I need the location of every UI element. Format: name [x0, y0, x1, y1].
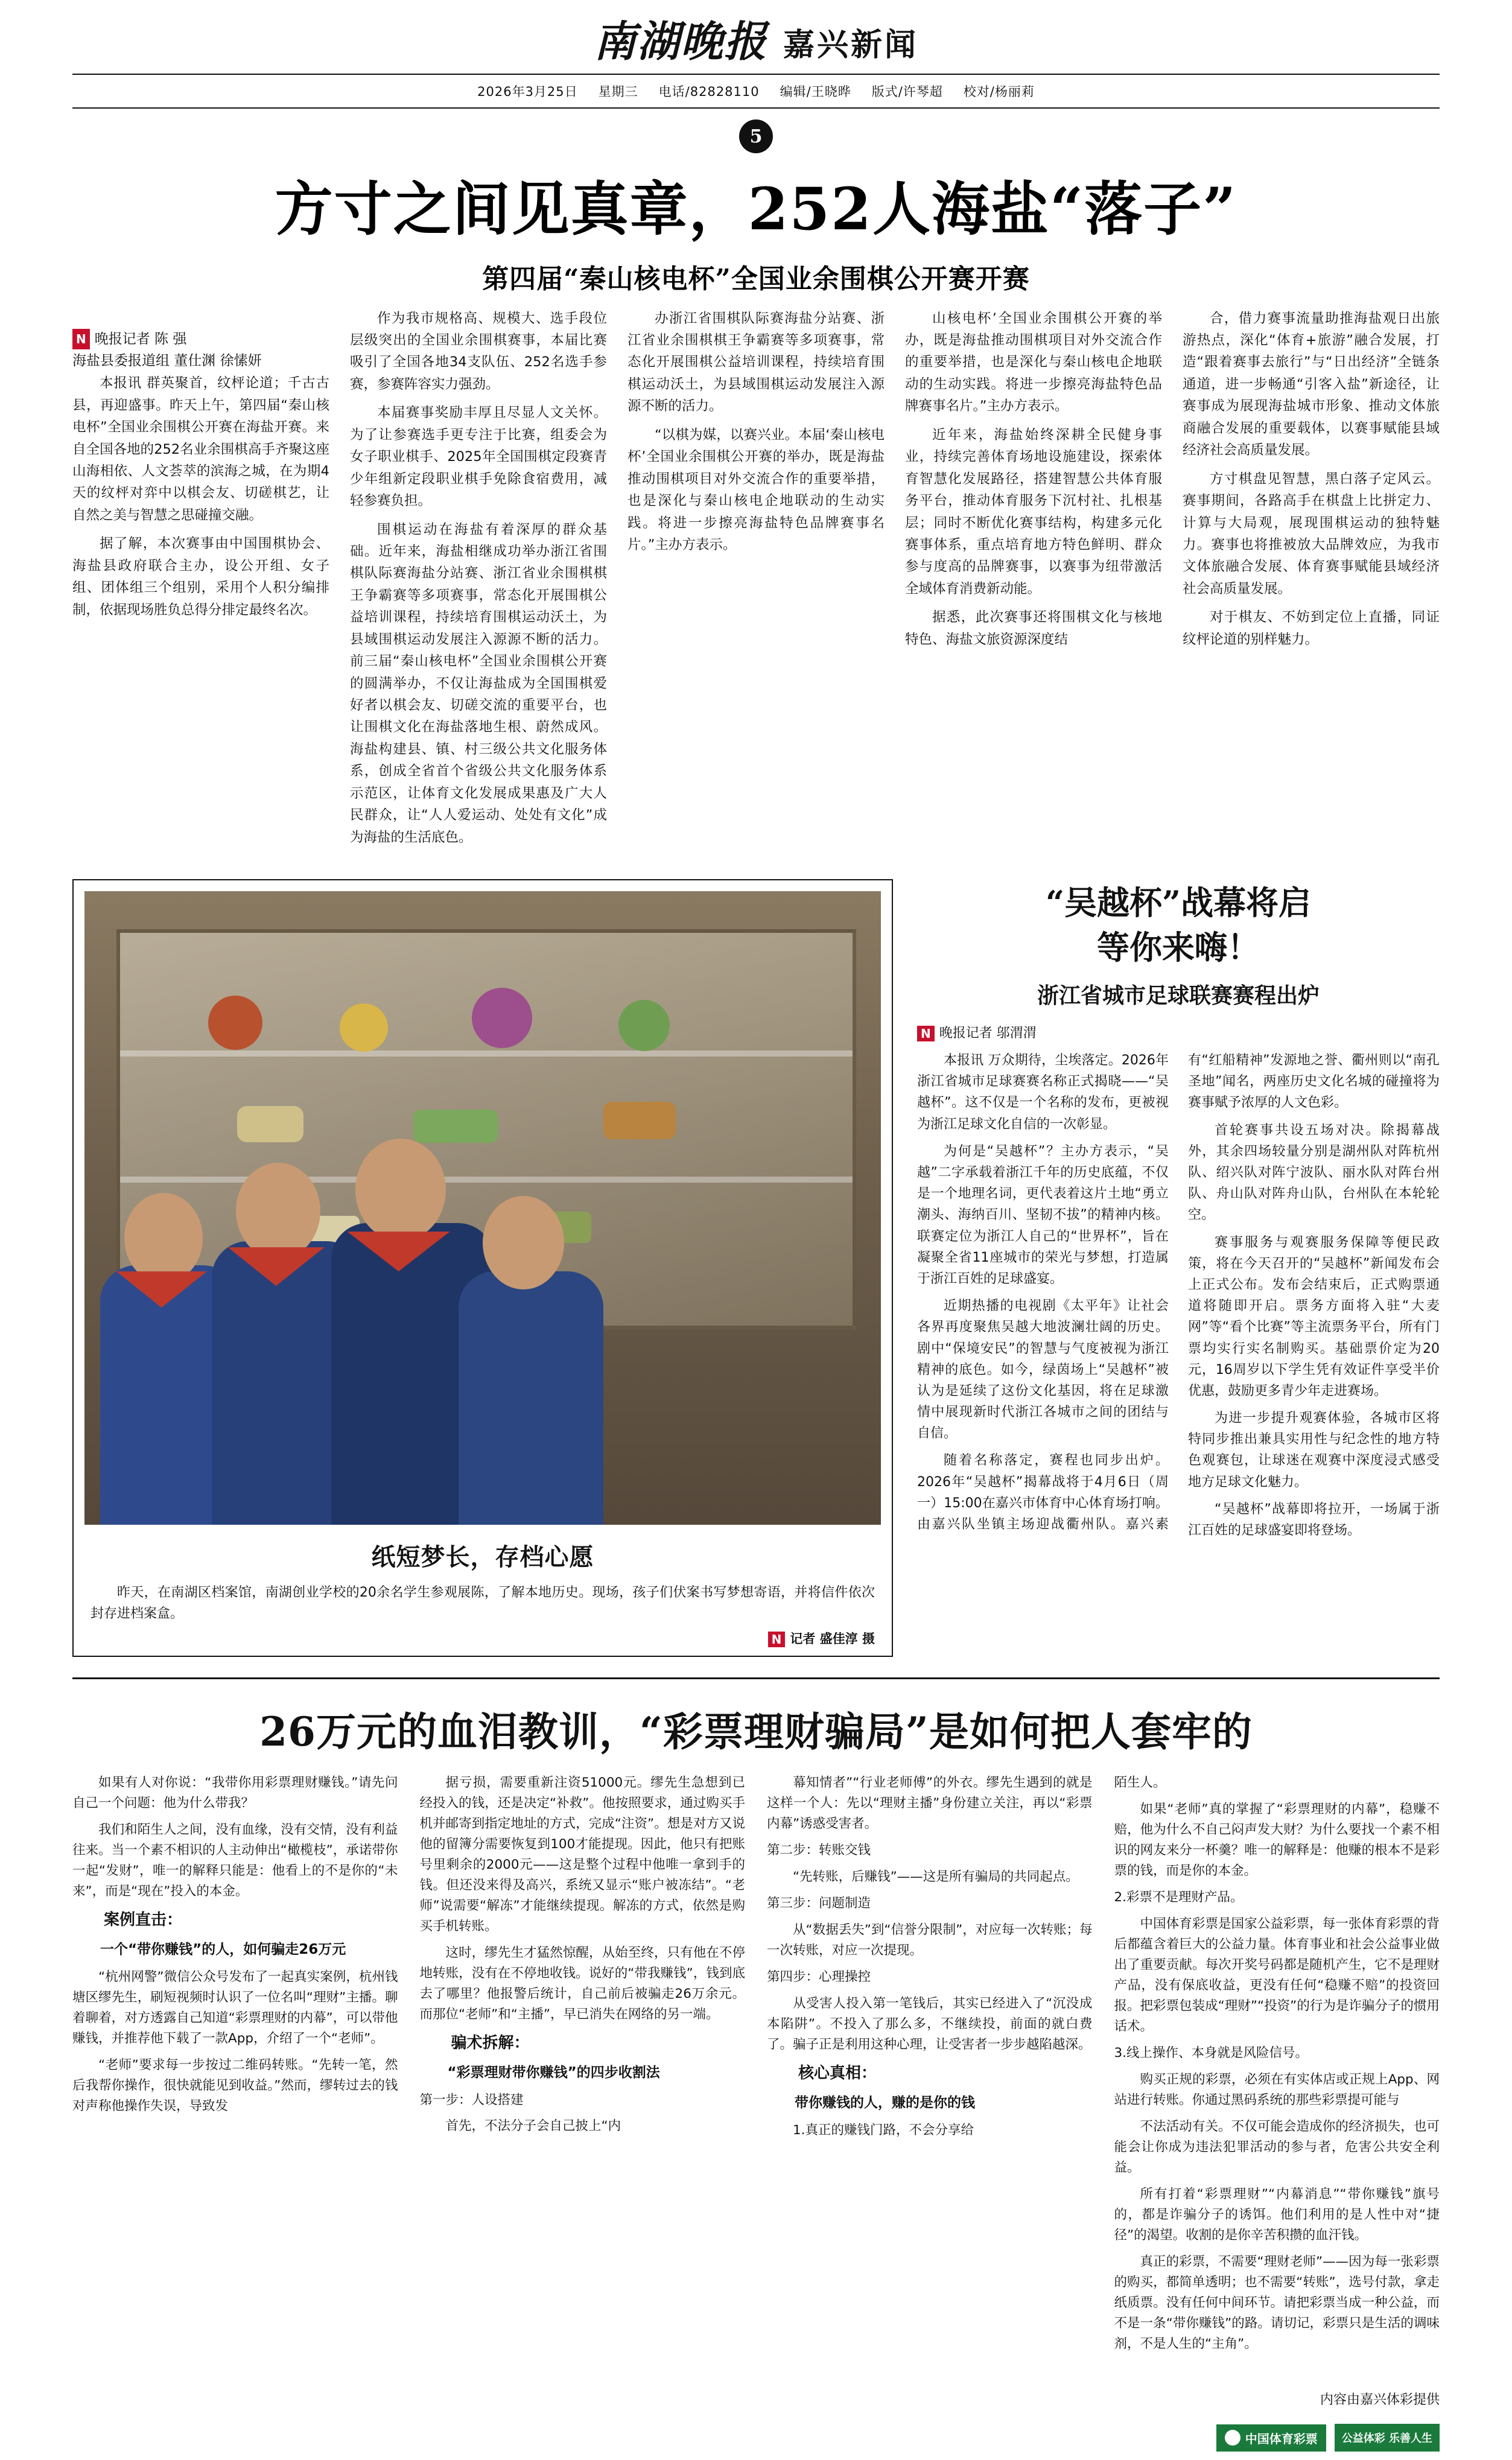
paragraph: 这时，缪先生才猛然惊醒，从始至终，只有他在不停地转账，没有在不停地收钱。说好的“带我赚钱”，钱到底去了哪里？他报警后统计，自己前后被骗走26万余元。而那位“老师”和“主播”，早已消失在网络的另一端。 — [419, 1945, 745, 2023]
footer-note: 内容由嘉兴体彩提供 — [1320, 2392, 1440, 2408]
paragraph: 真正的彩票，不需要“理财老师”——因为每一张彩票的购买，都简单透明；也不需要“转账”，选号付款，拿走纸质票。没有任何中间环节。请把彩票当成一种公益，而不是一条“带你赚钱”的路。请切记，彩票只是生活的调味剂，不是人生的“主角”。 — [1114, 2254, 1440, 2351]
fraud-subhead-body: 一个“带你赚钱”的人，如何骗走26万元 — [100, 1942, 346, 1958]
contact-phone: 电话/82828110 — [658, 84, 760, 99]
masthead — [0, 0, 1512, 153]
sports-lottery-slogan: 公益体彩 乐善人生 — [1335, 2424, 1440, 2452]
lead-column-2 — [350, 308, 607, 856]
fraud-subhead-title: 骗术拆解： — [451, 2034, 530, 2053]
wuyue-headline-line1: “吴越杯”战幕将启 — [1045, 883, 1312, 923]
photo-feature — [72, 879, 893, 1657]
byline-badge: N — [72, 329, 90, 349]
page-title: 方寸之间见真章，252人海盐“落子” — [275, 175, 1237, 243]
wuyue-body — [917, 1050, 1440, 1541]
paragraph: 首先，不法分子会自己披上“内 — [445, 2118, 621, 2134]
photo-image — [84, 891, 881, 1525]
byline-badge: N — [917, 1026, 935, 1041]
paragraph: 陌生人。 — [1114, 1775, 1166, 1791]
masthead-meta — [72, 75, 1440, 107]
page-number-badge: 5 — [739, 119, 773, 153]
paragraph: 近年来，海盐始终深耕全民健身事业，持续完善体育场地设施建设，探索体育智慧化发展路径，搭建智慧公共体育服务平台，推动体育服务下沉村社、扎根基层；同时不断优化赛事结构，构建多元化赛事体系，重点培育地方特色鲜明、群众参与度高的品牌赛事，以赛事为纽带激活全域体育消费新动能。 — [905, 427, 1162, 597]
proofreader-credit: 校对/杨丽莉 — [963, 84, 1035, 99]
footer-logos — [1216, 2424, 1440, 2452]
paragraph: 本届赛事奖励丰厚且尽显人文关怀。为了让参赛选手更专注于比赛，组委会为女子职业棋手、2025年全国围棋定段赛青少年组新定段职业棋手免除食宿费用，减轻参赛负担。 — [350, 405, 607, 509]
paragraph: 办浙江省围棋队际赛海盐分站赛、浙江省业余围棋棋王争霸赛等多项赛事，常态化开展围棋公益培训课程，持续培育围棋运动沃土，为县域围棋运动发展注入源源不断的活力。 — [627, 310, 885, 415]
paragraph: 1.真正的赚钱门路，不会分享给 — [793, 2122, 974, 2138]
byline-reporter: 晚报记者 陈 强 — [94, 331, 187, 347]
paragraph: 本报讯 群英聚首，纹枰论道；千古古县，再迎盛事。昨天上午，第四届“秦山核电杯”全国业余围棋公开赛在海盐开赛。来自全国各地的252名业余围棋高手齐聚这座山海相依、人文荟萃的滨海之城，在为期4天的纹枰对弈中以棋会友、切磋棋艺，让自然之美与智慧之思碰撞交融。 — [72, 375, 329, 523]
paragraph: 据亏损，需要重新注资51000元。缪先生急想到已经投入的钱，还是决定“补救”。他按照要求，通过购买手机并邮寄到指定地址的方式，完成“注资”。想是对方又说他的留簿分需要恢复到100才能提现。因此，他只有把账号里剩余的2000元——这是整个过程中他唯一拿到手的钱。但还没来得及高兴，系统又显示“账户被冻结”。“老师”说需要“解冻”才能继续提现。解冻的方式，依然是购买手机转账。 — [419, 1775, 745, 1934]
paragraph: “先转账，后赚钱”——这是所有骗局的共同起点。 — [793, 1869, 1079, 1885]
newspaper-section-title: 嘉兴新闻 — [783, 27, 918, 63]
paragraph: 第一步：人设搭建 — [419, 2092, 524, 2108]
fraud-column-3 — [767, 1773, 1093, 2360]
fraud-column-2 — [420, 1773, 746, 2360]
paragraph: 从“数据丢失”到“信誉分限制”，对应每一次转账；每一次转账，对应一次提现。 — [767, 1922, 1093, 1959]
paragraph: 从受害人投入第一笔钱后，其实已经进入了“沉没成本陷阱”。不投入了那么多，不继续投，前面的就白费了。骗子正是利用这种心理，让受害者一步步越陷越深。 — [767, 1996, 1093, 2053]
paragraph: 3.线上操作、本身就是风险信号。 — [1114, 2045, 1309, 2061]
paragraph: 购买正规的彩票，必须在有实体店或正规上App、网站进行转账。你通过黑码系统的那些彩票提可能与 — [1114, 2072, 1440, 2108]
paragraph: “以棋为媒，以赛兴业。本届‘秦山核电杯’全国业余围棋公开赛的举办，既是海盐推动围棋项目对外交流合作的重要举措，也是深化与秦山核电企地联动的生动实践。将进一步擦亮海盐特色品牌赛事名片。”主办方表示。 — [627, 427, 885, 553]
paragraph: 如果有人对你说：“我带你用彩票理财赚钱。”请先问自己一个问题：他为什么带我？ — [72, 1775, 398, 1811]
masthead-logo-row — [72, 16, 1440, 66]
layout-credit: 版式/许琴超 — [871, 84, 943, 99]
fraud-columns — [0, 1773, 1512, 2384]
wuyue-byline-text: 晚报记者 邬渭渭 — [939, 1026, 1037, 1041]
paragraph: 不法活动有关。不仅可能会造成你的经济损失，也可能会让你成为违法犯罪活动的参与者，危害公共安全利益。 — [1114, 2119, 1440, 2175]
paragraph: 山核电杯’全国业余围棋公开赛的举办，既是海盐推动围棋项目对外交流合作的重要举措，也是深化与秦山核电企地联动的生动实践。将进一步擦亮海盐特色品牌赛事名片。”主办方表示。 — [905, 310, 1162, 415]
lead-column-4 — [905, 308, 1162, 856]
paragraph: “吴越杯”战幕即将拉开，一场属于浙江百姓的足球盛宴即将登场。 — [1188, 1501, 1440, 1539]
paragraph: “老师”要求每一步按过二维码转账。“先转一笔，然后我帮你操作，很快就能见到收益。”然而，缪转过去的钱对声称他操作失误，导致发 — [72, 2057, 398, 2114]
fraud-column-4 — [1114, 1773, 1440, 2360]
paragraph: 首轮赛事共设五场对决。除揭幕战外，其余四场较量分别是湖州队对阵杭州队、绍兴队对阵宁波队、丽水队对阵台州队、舟山队对阵舟山队，台州队在本轮轮空。 — [1188, 1122, 1440, 1223]
lead-subheadline: 第四届“秦山核电杯”全国业余围棋公开赛开赛 — [482, 263, 1030, 294]
photo-credit — [84, 1629, 881, 1647]
paragraph: 2.彩票不是理财产品。 — [1114, 1890, 1244, 1905]
lead-article-columns — [0, 302, 1512, 856]
editor-credit: 编辑/王晓晔 — [780, 84, 851, 99]
paragraph: 第四步：心理操控 — [767, 1969, 871, 1985]
credit-badge: N — [768, 1632, 786, 1647]
issue-date: 2026年3月25日 — [477, 84, 578, 99]
paragraph: 合，借力赛事流量助推海盐观日出旅游热点，深化“体育+旅游”融合发展，打造“跟着赛事去旅行”与“日出经济”全链条通道，进一步畅通“引客入盐”新途径，让赛事成为展现海盐城市形象、推动文体旅商融合发展的重要载体，以赛事赋能县域经济社会高质量发展。 — [1183, 310, 1440, 459]
wuyue-byline — [917, 1023, 1440, 1041]
lottery-ball-icon — [1225, 2430, 1240, 2446]
credit-text: 记者 盛佳淳 摄 — [790, 1632, 875, 1647]
paragraph: 据了解，本次赛事由中国围棋协会、海盐县政府联合主办，设公开组、女子组、团体组三个组别，采用个人积分编排制，依据现场胜负总得分排定最终名次。 — [72, 536, 329, 618]
paragraph: 随着名称落定，赛程也同步出炉。2026年“吴越杯”揭幕战将于4月6日（周一）15:00在嘉兴市体育中心体育场打响。由嘉兴队坐镇主场迎战衢州队。嘉兴素有“红船精神”发源地之誉、衢州则以“南孔圣地”闻名，两座历史文化名城的碰撞将为赛事赋予浓厚的人文色彩。 — [917, 1053, 1440, 1533]
paragraph: 近期热播的电视剧《太平年》让社会各界再度聚焦吴越大地波澜壮阔的历史。剧中“保境安民”的智慧与气度被视为浙江精神的底色。如今，绿茵场上“吴越杯”被认为是延续了这份文化基因，将在足球激情中展现新时代浙江各城市之间的团结与自信。 — [917, 1298, 1169, 1441]
fraud-column-1 — [72, 1773, 398, 2360]
paragraph: 据悉，此次赛事还将围棋文化与核地特色、海盐文旅资源深度结 — [905, 609, 1162, 647]
middle-section — [0, 855, 1512, 1657]
lead-column-5 — [1183, 308, 1440, 856]
paragraph: 赛事服务与观赛服务保障等便民政策，将在今天召开的“吴越杯”新闻发布会上正式公布。发布会结束后，正式购票通道将随即开启。票务方面将入驻“大麦网”等“看个比赛”等主流票务平台，所有门票均实行实名制购买。基础票价定为20元，16周岁以下学生凭有效证件享受半价优惠，鼓励更多青少年走进赛场。 — [1188, 1235, 1440, 1399]
paragraph: 幕知情者”“行业老师傅”的外衣。缪先生遇到的就是这样一个人：先以“理财主播”身份建立关注，再以“彩票内幕”诱惑受害者。 — [767, 1775, 1093, 1832]
photo-caption-title: 纸短梦长，存档心愿 — [371, 1543, 594, 1572]
fraud-subhead-title: 核心真相： — [798, 2064, 877, 2083]
newspaper-logo: 南湖晚报 — [593, 16, 767, 66]
paragraph: 第二步：转账交钱 — [767, 1843, 871, 1858]
paragraph: “杭州网警”微信公众号发布了一起真实案例，杭州钱塘区缪先生，刷短视频时认识了一位名叫“理财”主播。聊着聊着，对方透露自己知道“彩票理财的内幕”，可以带他赚钱，并推荐他下载了一款App，介绍了一个“老师”。 — [72, 1969, 398, 2046]
sports-lottery-label: 中国体育彩票 — [1245, 2431, 1318, 2446]
paragraph: 为何是“吴越杯”？主办方表示，“吴越”二字承载着浙江千年的历史底蕴，不仅是一个地理名词，更代表着这片土地“勇立潮头、海纳百川、坚韧不拔”的精神内核。联赛定位为浙江人自己的“世界杯”，旨在凝聚全省11座城市的荣光与梦想，打造属于浙江百姓的足球盛宴。 — [917, 1143, 1169, 1286]
paragraph: 我们和陌生人之间，没有血缘，没有交情，没有利益往来。当一个素不相识的人主动伸出“橄榄枝”，承诺带你一起“发财”，唯一的解释只能是：他看上的不是你的“未来”，而是“现在”投入的本金。 — [72, 1822, 398, 1899]
fraud-subhead-body: 带你赚钱的人，赚的是你的钱 — [795, 2095, 975, 2111]
fraud-headline: 26万元的血泪教训，“彩票理财骗局”是如何把人套牢的 — [259, 1708, 1253, 1756]
lead-headline-block — [0, 153, 1512, 302]
photo-person — [459, 1271, 603, 1525]
byline-contributors: 海盐县委报道组 董仕渊 徐愫妍 — [72, 353, 262, 369]
wuyue-headline-line2: 等你来嗨！ — [1097, 927, 1260, 967]
fraud-subhead-title: 案例直击： — [104, 1911, 183, 1930]
byline — [72, 328, 329, 373]
photo-caption-text: 昨天，在南湖区档案馆，南湖创业学校的20余名学生参观展陈，了解本地历史。现场，孩子们伏案书写梦想寄语，并将信件依次封存进档案盒。 — [91, 1585, 875, 1622]
sports-lottery-logo — [1216, 2424, 1326, 2452]
paragraph: 所有打着“彩票理财”“内幕消息”“带你赚钱”旗号的，都是诈骗分子的诱饵。他们利用的是人性中对“捷径”的渴望。收割的是你辛苦积攒的血汗钱。 — [1114, 2186, 1440, 2243]
masthead-divider-bottom — [72, 107, 1440, 109]
wuyue-subheadline: 浙江省城市足球联赛赛程出炉 — [1037, 983, 1320, 1009]
paragraph: 围棋运动在海盐有着深厚的群众基础。近年来，海盐相继成功举办浙江省围棋队际赛海盐分站赛、浙江省业余围棋棋王争霸赛等多项赛事，常态化开展围棋公益培训课程，持续培育围棋运动沃土，为县域围棋运动发展注入源源不断的活力。前三届“秦山核电杯”全国业余围棋公开赛的圆满举办，不仅让海盐成为全国围棋爱好者以棋会友、切磋交流的重要平台，也让围棋文化在海盐落地生根、蔚然成风。海盐构建县、镇、村三级公共文化服务体系，创成全省首个省级公共文化服务体系示范区，让体育文化发展成果惠及广大人民群众，让“人人爱运动、处处有文化”成为海盐的生活底色。 — [350, 521, 607, 845]
lead-column-1 — [72, 308, 329, 856]
paragraph: 中国体育彩票是国家公益彩票，每一张体育彩票的背后都蕴含着巨大的公益力量。体育事业和社会公益事业做出了重要贡献。每次开奖号码都是随机产生，它不是理财产品，没有保底收益，更没有任何“稳赚不赔”的投资回报。把彩票包装成“理财”“投资”的行为是诈骗分子的惯用话术。 — [1114, 1916, 1440, 2035]
paragraph: 作为我市规格高、规模大、选手段位层级突出的全国业余围棋赛事，本届比赛吸引了全国各地34支队伍、252名选手参赛，参赛阵容实力强劲。 — [350, 310, 607, 392]
paragraph: 对于棋友、不妨到定位上直播，同证纹枰论道的别样魅力。 — [1183, 609, 1440, 647]
paragraph: 方寸棋盘见智慧，黑白落子定风云。赛事期间，各路高手在棋盘上比拼定力、计算与大局观，展现围棋运动的独特魅力。赛事也将推被放大品牌效应，为我市文体旅融合发展、体育赛事赋能县域经济社会高质量发展。 — [1183, 471, 1440, 597]
wuyue-article — [917, 879, 1440, 1657]
paragraph: 为进一步提升观赛体验，各城市区将特同步推出兼具实用性与纪念性的地方特色观赛包，让球迷在观赛中深度浸式感受地方足球文化魅力。 — [1188, 1411, 1440, 1490]
issue-weekday: 星期三 — [598, 84, 638, 99]
paragraph: 本报讯 万众期待，尘埃落定。2026年浙江省城市足球赛赛名称正式揭晓——“吴越杯”。这不仅是一个名称的发布，更被视为浙江足球文化自信的一次彰显。 — [917, 1053, 1169, 1132]
paragraph: 如果“老师”真的掌握了“彩票理财的内幕”，稳赚不赔，他为什么不自己闷声发大财？为什么要找一个素不相识的网友来分一杯羹？唯一的解释是：他赚的根本不是彩票的钱，而是你的本金。 — [1114, 1802, 1440, 1879]
fraud-subhead-body: “彩票理财带你赚钱”的四步收割法 — [447, 2065, 660, 2081]
paragraph: 第三步：问题制造 — [767, 1896, 871, 1912]
lead-column-3 — [627, 308, 885, 856]
